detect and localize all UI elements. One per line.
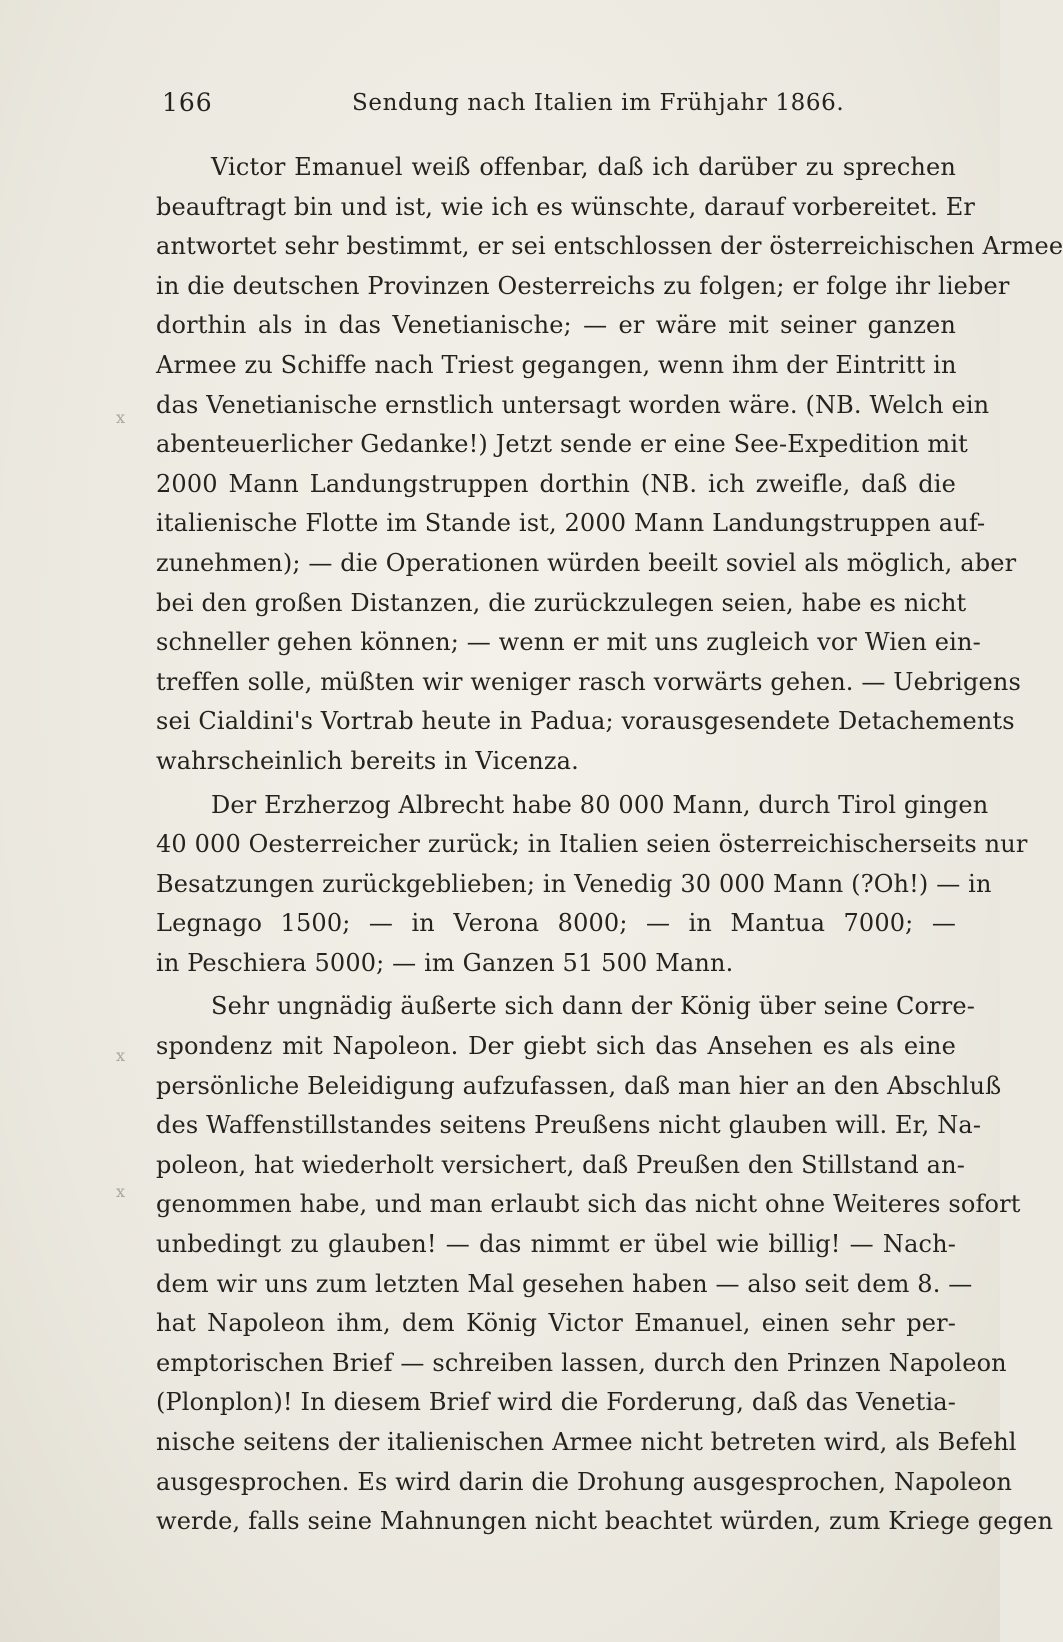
text-line: unbedingt zu glauben! — das nimmt er übel wie billig! — Nach- — [156, 1230, 956, 1259]
text-line: (Plonplon)! In diesem Brief wird die Forderung, daß das Venetia- — [156, 1388, 956, 1417]
body-text — [156, 148, 1063, 1542]
text-line: zunehmen); — die Operationen würden beeilt soviel als möglich, aber — [156, 548, 1017, 577]
text-line: bei den großen Distanzen, die zurückzulegen seien, habe es nicht — [156, 588, 967, 617]
paragraph-2 — [156, 786, 1028, 984]
text-line: abenteuerlicher Gedanke!) Jetzt sende er eine See-Expedition mit — [156, 430, 968, 459]
text-line: beauftragt bin und ist, wie ich es wünschte, darauf vorbereitet. Er — [156, 192, 975, 221]
text-line: genommen habe, und man erlaubt sich das nicht ohne Weiteres sofort — [156, 1190, 1021, 1219]
margin-mark: x — [116, 408, 126, 427]
paragraph-1 — [156, 148, 1063, 782]
text-line: wahrscheinlich bereits in Vicenza. — [156, 746, 579, 775]
text-line: schneller gehen können; — wenn er mit uns zugleich vor Wien ein- — [156, 628, 981, 657]
text-line: spondenz mit Napoleon. Der giebt sich das Ansehen es als eine — [156, 1032, 956, 1061]
text-line: Legnago 1500; — in Verona 8000; — in Mantua 7000; — — [156, 909, 956, 938]
text-line: emptorischen Brief — schreiben lassen, durch den Prinzen Napoleon — [156, 1348, 1007, 1377]
text-line: hat Napoleon ihm, dem König Victor Emanuel, einen sehr per- — [156, 1309, 956, 1338]
page-number: 166 — [162, 88, 213, 117]
text-line: 2000 Mann Landungstruppen dorthin (NB. ich zweifle, daß die — [156, 469, 956, 498]
text-line: des Waffenstillstandes seitens Preußens nicht glauben will. Er, Na- — [156, 1111, 982, 1140]
text-line: dem wir uns zum letzten Mal gesehen haben — also seit dem 8. — — [156, 1269, 973, 1298]
paragraph-3 — [156, 987, 1054, 1541]
text-line: persönliche Beleidigung aufzufassen, daß man hier an den Abschluß — [156, 1071, 1002, 1100]
text-line: nische seitens der italienischen Armee nicht betreten wird, als Befehl — [156, 1428, 1017, 1456]
text-line: Sehr ungnädig äußerte sich dann der König über seine Corre- — [211, 992, 976, 1021]
text-line: in Peschiera 5000; — im Ganzen 51 500 Mann. — [156, 948, 734, 977]
text-line: poleon, hat wiederholt versichert, daß Preußen den Stillstand an- — [156, 1150, 965, 1179]
text-line: Besatzungen zurückgeblieben; in Venedig 30 000 Mann (?Oh!) — in — [156, 869, 992, 898]
text-line: italienische Flotte im Stande ist, 2000 Mann Landungstruppen auf- — [156, 509, 986, 538]
margin-mark: x — [116, 1182, 126, 1201]
text-line: das Venetianische ernstlich untersagt worden wäre. (NB. Welch ein — [156, 390, 990, 419]
text-line: Der Erzherzog Albrecht habe 80 000 Mann, durch Tirol gingen — [211, 790, 989, 819]
running-head: Sendung nach Italien im Frühjahr 1866. — [352, 90, 845, 116]
margin-mark: x — [116, 1046, 126, 1065]
text-line: antwortet sehr bestimmt, er sei entschlossen der österreichischen Armee — [156, 232, 1063, 261]
text-line: dorthin als in das Venetianische; — er wäre mit seiner ganzen — [156, 311, 956, 340]
text-line: treffen solle, müßten wir weniger rasch vorwärts gehen. — Uebrigens — [156, 667, 1021, 696]
text-line: 40 000 Oesterreicher zurück; in Italien seien österreichischerseits nur — [156, 830, 1028, 859]
text-line: Victor Emanuel weiß offenbar, daß ich darüber zu sprechen — [211, 153, 956, 181]
text-line: werde, falls seine Mahnungen nicht beachtet würden, zum Kriege gegen — [156, 1507, 1054, 1536]
text-line: ausgesprochen. Es wird darin die Drohung ausgesprochen, Napoleon — [156, 1467, 1013, 1496]
text-line: sei Cialdini's Vortrab heute in Padua; vorausgesendete Detachements — [156, 707, 1015, 736]
page-header — [162, 88, 952, 128]
text-line: Armee zu Schiffe nach Triest gegangen, wenn ihm der Eintritt in — [156, 350, 957, 379]
text-line: in die deutschen Provinzen Oesterreichs zu folgen; er folge ihr lieber — [156, 271, 1010, 300]
